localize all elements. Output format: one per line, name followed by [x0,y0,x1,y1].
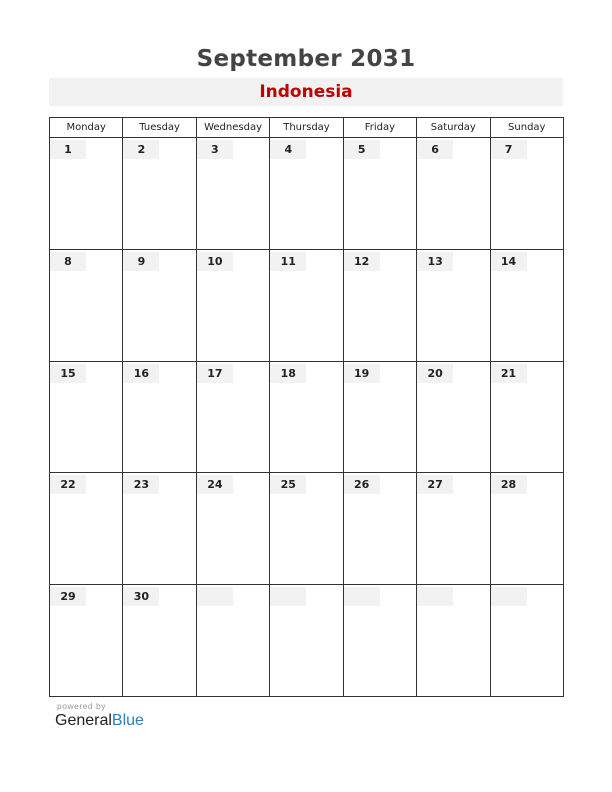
weekday-tuesday: Tuesday [123,118,196,138]
day-number: 20 [417,364,453,383]
weekday-sunday: Sunday [490,118,563,138]
day-cell [50,585,123,697]
day-cell [270,138,343,250]
week-row [50,473,564,585]
day-number: 8 [50,252,86,271]
day-number: 30 [123,587,159,606]
day-cell [270,249,343,361]
day-number: 26 [344,475,380,494]
weekday-wednesday: Wednesday [196,118,269,138]
day-number: 9 [123,252,159,271]
day-cell [343,249,416,361]
day-cell-empty [196,585,269,697]
day-cell [50,138,123,250]
day-cell [196,138,269,250]
day-number-empty [270,587,306,606]
day-number: 29 [50,587,86,606]
weekday-saturday: Saturday [417,118,490,138]
day-number: 22 [50,475,86,494]
country-banner [49,78,563,106]
day-number: 16 [123,364,159,383]
day-cell [123,585,196,697]
day-number: 4 [270,140,306,159]
day-number: 28 [491,475,527,494]
brand-logo[interactable] [55,712,144,730]
day-number: 5 [344,140,380,159]
day-number: 18 [270,364,306,383]
day-number-empty [197,587,233,606]
day-cell-empty [490,585,563,697]
day-number: 21 [491,364,527,383]
day-number-empty [491,587,527,606]
day-number: 15 [50,364,86,383]
weekday-monday: Monday [50,118,123,138]
calendar-grid [49,117,564,697]
weekday-friday: Friday [343,118,416,138]
powered-by-label: powered by [57,701,106,711]
day-number: 10 [197,252,233,271]
week-row [50,585,564,697]
page-title: September 2031 [196,46,416,72]
day-cell [270,473,343,585]
brand-name-part1: General [55,712,112,729]
day-cell [417,473,490,585]
day-number: 24 [197,475,233,494]
day-number: 7 [491,140,527,159]
day-number: 13 [417,252,453,271]
day-number: 3 [197,140,233,159]
day-cell [123,361,196,473]
day-cell [490,473,563,585]
day-cell [343,138,416,250]
week-row [50,138,564,250]
day-cell [196,249,269,361]
day-cell [50,249,123,361]
day-number: 23 [123,475,159,494]
day-cell [50,361,123,473]
week-row [50,361,564,473]
day-cell [417,249,490,361]
day-number: 17 [197,364,233,383]
day-number: 25 [270,475,306,494]
week-row [50,249,564,361]
day-cell [196,361,269,473]
country-name: Indonesia [259,82,353,102]
day-cell [50,473,123,585]
day-number: 2 [123,140,159,159]
day-number: 19 [344,364,380,383]
day-number: 27 [417,475,453,494]
weekday-header-row [50,118,564,138]
weekday-thursday: Thursday [270,118,343,138]
day-number: 1 [50,140,86,159]
day-cell [123,138,196,250]
day-cell [490,361,563,473]
day-number: 14 [491,252,527,271]
day-cell-empty [417,585,490,697]
day-cell-empty [270,585,343,697]
day-cell [270,361,343,473]
day-cell [417,138,490,250]
day-cell [490,249,563,361]
day-cell [123,473,196,585]
day-number-empty [417,587,453,606]
day-cell [343,361,416,473]
day-number: 11 [270,252,306,271]
brand-name-part2: Blue [111,712,144,729]
day-number: 6 [417,140,453,159]
day-number-empty [344,587,380,606]
day-number: 12 [344,252,380,271]
day-cell [417,361,490,473]
day-cell [490,138,563,250]
day-cell [343,473,416,585]
day-cell [123,249,196,361]
day-cell [196,473,269,585]
day-cell-empty [343,585,416,697]
